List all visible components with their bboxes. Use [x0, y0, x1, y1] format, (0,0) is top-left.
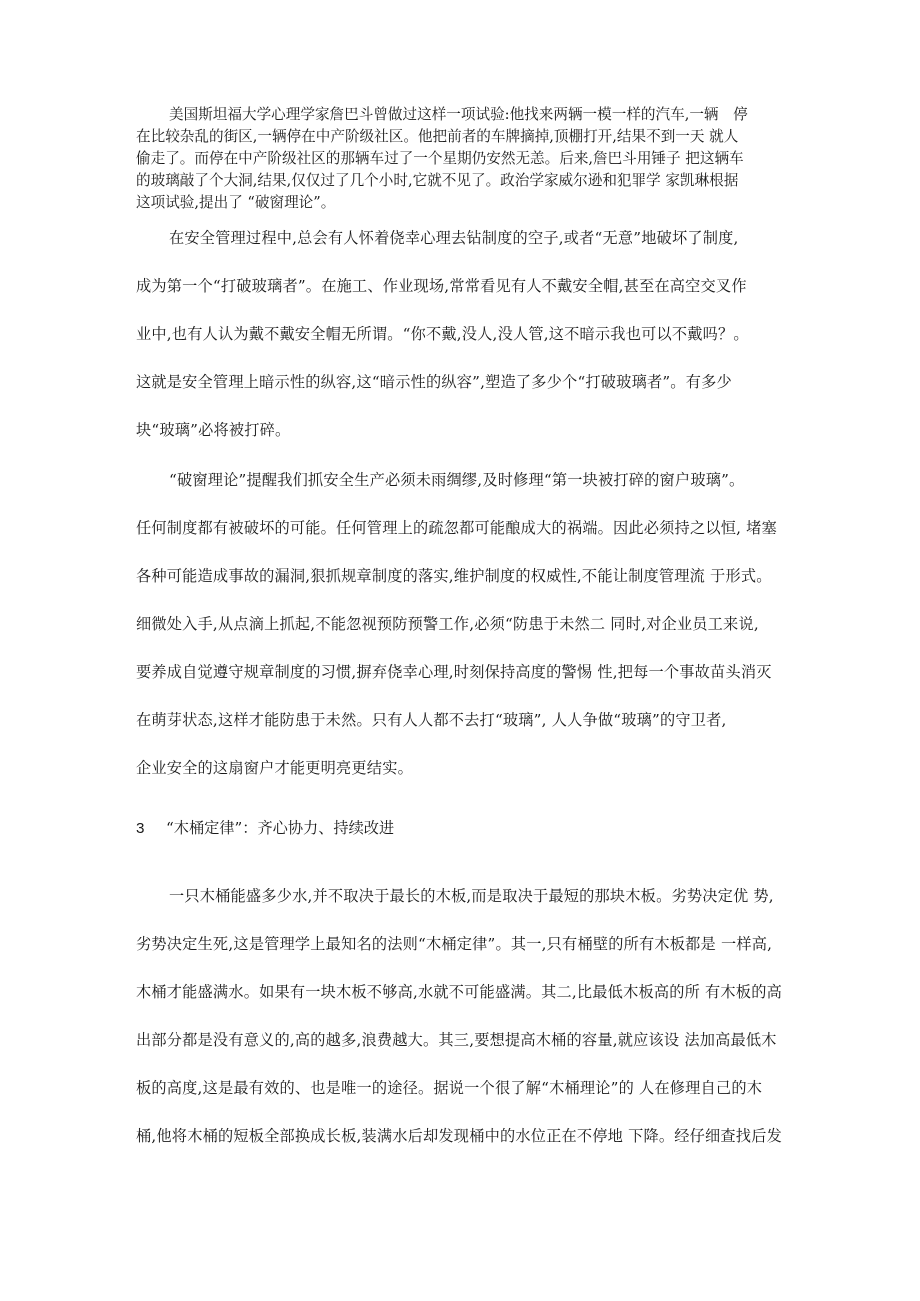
paragraph-1-line-2: 在比较杂乱的街区,一辆停在中产阶级社区。他把前者的车牌摘掉,顶棚打开,结果不到一天 就人	[136, 128, 739, 145]
paragraph-1-line-3: 偷走了。而停在中产阶级社区的那辆车过了一个星期仍安然无恙。后来,詹巴斗用锤子 把这辆车	[136, 150, 744, 167]
paragraph-3-line-4: 细微处入手,从点滴上抓起,不能忽视预防预警工作,必须“防患于未然二 同时,对企业员工来说,	[136, 615, 759, 633]
paragraph-3-line-7: 企业安全的这扇窗户才能更明亮更结实。	[136, 759, 413, 777]
paragraph-4-line-2: 劣势决定生死,这是管理学上最知名的法则“木桶定律”。其一,只有桶壁的所有木板都是 一样高,	[136, 935, 773, 953]
paragraph-3-line-2: 任何制度都有被破坏的可能。任何管理上的疏忽都可能酿成大的祸端。因此必须持之以恒, 堵塞	[136, 519, 777, 537]
section-title: “木桶定律”：齐心协力、持续改进	[166, 819, 395, 837]
paragraph-4-line-4: 出部分都是没有意义的,高的越多,浪费越大。其三,要想提高木桶的容量,就应该设 法加高最低木	[136, 1031, 777, 1049]
paragraph-2-line-5: 块“玻璃”必将被打碎。	[136, 421, 291, 439]
paragraph-4-line-1: 一只木桶能盛多少水,并不取决于最长的木板,而是取决于最短的那块木板。劣势决定优 势,	[169, 887, 774, 905]
paragraph-1-line-4: 的玻璃敲了个大洞,结果,仅仅过了几个小时,它就不见了。政治学家威尔逊和犯罪学 家凯琳根据	[136, 172, 739, 189]
paragraph-4-line-3: 木桶才能盛满水。如果有一块木板不够高,水就不可能盛满。其二,比最低木板高的所 有木板的高	[136, 983, 782, 1001]
paragraph-2-line-1: 在安全管理过程中,总会有人怀着侥幸心理去钻制度的空子,或者“无意”地破坏了制度,	[169, 229, 739, 247]
paragraph-4-line-5: 板的高度,这是最有效的、也是唯一的途径。据说一个很了解“木桶理论”的 人在修理自己的木	[136, 1079, 763, 1097]
paragraph-3-line-6: 在萌芽状态,这样才能防患于未然。只有人人都不去打“玻璃”, 人人争做“玻璃”的守卫者,	[136, 711, 727, 729]
section-number: 3	[136, 820, 145, 837]
paragraph-3-line-3: 各种可能造成事故的漏洞,狠抓规章制度的落实,维护制度的权威性,不能让制度管理流 于形式。	[136, 567, 772, 585]
paragraph-1-line-1: 美国斯坦福大学心理学家詹巴斗曾做过这样一项试验:他找来两辆一模一样的汽车,一辆 停	[169, 106, 748, 123]
paragraph-3-line-1: “破窗理论”提醒我们抓安全生产必须未雨绸缪,及时修理“第一块被打碎的窗户玻璃”。	[169, 471, 745, 489]
paragraph-2-line-3: 业中,也有人认为戴不戴安全帽无所谓。“你不戴,没人,没人管,这不暗示我也可以不戴吗？。	[136, 325, 749, 343]
paragraph-1-line-5: 这项试验,提出了 “破窗理论”。	[136, 194, 336, 211]
paragraph-2-line-2: 成为第一个“打破玻璃者”。在施工、作业现场,常常看见有人不戴安全帽,甚至在高空交叉作	[136, 277, 747, 295]
paragraph-4-line-6: 桶,他将木桶的短板全部换成长板,装满水后却发现桶中的水位正在不停地 下降。经仔细查找后发	[136, 1127, 782, 1145]
section-heading	[136, 818, 394, 839]
paragraph-3-line-5: 要养成自觉遵守规章制度的习惯,摒弃侥幸心理,时刻保持高度的警惕 性,把每一个事故苗头消灭	[136, 663, 772, 681]
paragraph-2-line-4: 这就是安全管理上暗示性的纵容,这“暗示性的纵容”,塑造了多少个“打破玻璃者”。有多少	[136, 373, 732, 391]
